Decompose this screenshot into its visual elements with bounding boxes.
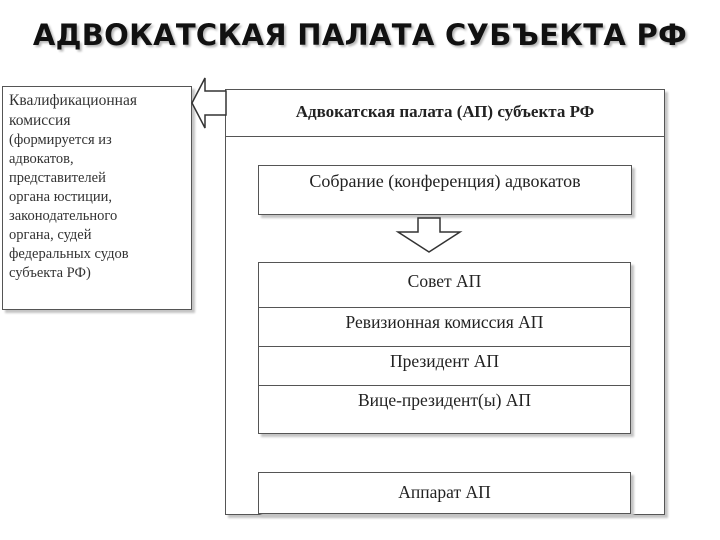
organ-label-council: Совет АП <box>407 271 482 291</box>
bar-chamber-header <box>226 90 664 137</box>
qualification-commission-box <box>2 86 192 310</box>
organ-row-president <box>259 347 630 386</box>
organ-row-vice-president <box>259 386 630 431</box>
apparatus-label: Аппарат АП <box>398 482 491 502</box>
qualification-commission-name-line-2: комиссия <box>9 112 71 129</box>
assembly-box <box>258 165 632 215</box>
qualification-commission-detail-line-7: федеральных судов <box>9 246 129 262</box>
bar-chamber-header-label: Адвокатская палата (АП) субъекта РФ <box>295 102 595 121</box>
qualification-commission-detail-line-1: (формируется из <box>9 132 112 148</box>
qualification-commission-detail-line-5: законодательного <box>9 208 118 224</box>
slide-title: АДВОКАТСКАЯ ПАЛАТА СУБЪЕКТА РФ <box>32 18 688 52</box>
organ-label-vice-president: Вице-президент(ы) АП <box>357 390 532 410</box>
organ-row-council <box>259 263 630 308</box>
qualification-commission-detail-line-6: органа, судей <box>9 227 92 243</box>
left-arrow <box>192 78 226 128</box>
qualification-commission-detail-line-4: органа юстиции, <box>9 189 112 205</box>
organ-label-president: Президент АП <box>390 351 499 371</box>
apparatus-box <box>258 472 631 514</box>
organ-row-audit-commission <box>259 308 630 347</box>
qualification-commission-name-line-1: Квалификационная <box>9 92 137 109</box>
governing-organs-box <box>258 262 631 434</box>
qualification-commission-detail-line-3: представителей <box>9 170 106 186</box>
organ-label-audit-commission: Ревизионная комиссия АП <box>345 312 544 332</box>
assembly-label: Собрание (конференция) адвокатов <box>309 171 581 191</box>
qualification-commission-detail-line-2: адвокатов, <box>9 151 74 167</box>
qualification-commission-detail-line-8: субъекта РФ) <box>9 265 91 281</box>
